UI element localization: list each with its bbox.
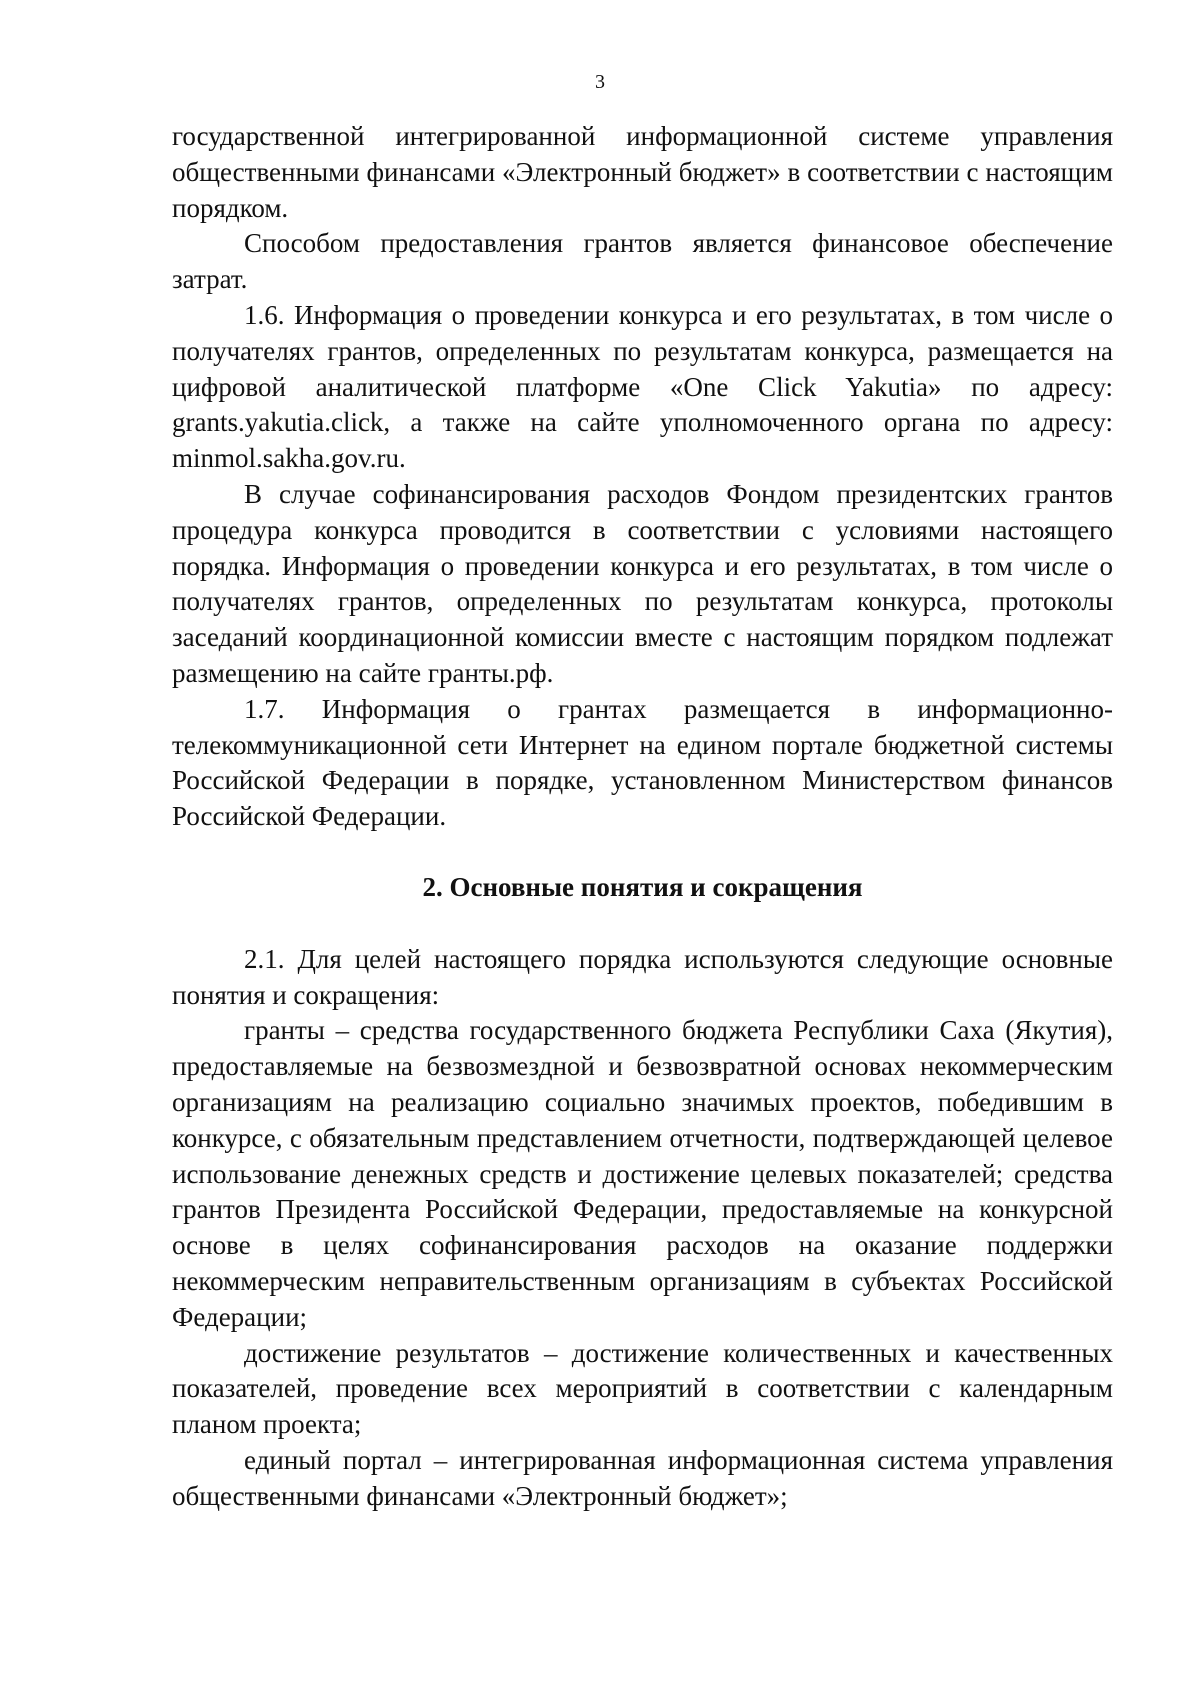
definition-grants: гранты – средства государственного бюджета Республики Саха (Якутия), предоставляемые на безвозмездной и безвозвратной основах некоммерческим организациям на реализацию социально значимых проектов, победившим в конкурсе, с обязательным представлением отчетности, подтверждающей целевое использование денежных средств и достижение целевых показателей; средства грантов Президента Российской Федерации, предоставляемые на конкурсной основе в целях софинансирования расходов на оказание поддержки некоммерческим неправительственным организациям в субъектах Российской Федерации; bbox=[172, 1015, 1113, 1332]
paragraph-continuation: государственной интегрированной информационной системе управления общественными финансами «Электронный бюджет» в соответствии с настоящим порядком. bbox=[172, 121, 1113, 223]
paragraph-2-1: 2.1. Для целей настоящего порядка используются следующие основные понятия и сокращения: bbox=[172, 943, 1113, 1010]
section-heading: 2. Основные понятия и сокращения bbox=[422, 871, 863, 902]
paragraph-cofinancing: В случае софинансирования расходов Фондом президентских грантов процедура конкурса проводится в соответствии с условиями настоящего порядка. Информация о проведении конкурса и его результатах, в том числе о получателях грантов, определенных по результатам конкурса, протоколы заседаний координационной комиссии вместе с настоящим порядком подлежат размещению на сайте гранты.рф. bbox=[172, 478, 1113, 688]
paragraph-1-7: 1.7. Информация о грантах размещается в информационно-телекоммуникационной сети Интернет на едином портале бюджетной системы Российской Федерации в порядке, установленном Министерством финансов Российской Федерации. bbox=[172, 693, 1113, 832]
page-number: 3 bbox=[595, 71, 605, 93]
paragraph-grant-method: Способом предоставления грантов является финансовое обеспечение затрат. bbox=[172, 228, 1113, 295]
definition-results: достижение результатов – достижение количественных и качественных показателей, проведение всех мероприятий в соответствии с календарным планом проекта; bbox=[172, 1337, 1113, 1440]
document-body bbox=[172, 119, 1113, 1514]
paragraph-1-6: 1.6. Информация о проведении конкурса и его результатах, в том числе о получателях грантов, определенных по результатам конкурса, размещается на цифровой аналитической платформе «One Click Yakutia» по адресу: grants.yakutia.click, а также на сайте уполномоченного органа по адресу: minmol.sakha.gov.ru. bbox=[172, 299, 1113, 474]
definition-portal: единый портал – интегрированная информационная система управления общественными финансами «Электронный бюджет»; bbox=[172, 1444, 1113, 1511]
